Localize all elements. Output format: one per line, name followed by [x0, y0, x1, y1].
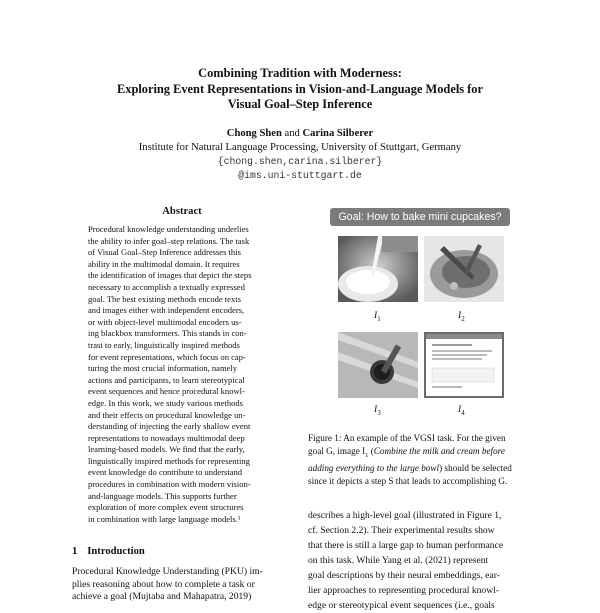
abstract-line: and their effects on procedural knowledge un-: [88, 409, 246, 420]
image-label: $I_3$: [374, 404, 381, 417]
abstract-line: in combination with large language models.¹: [88, 513, 241, 524]
abstract-line: turing the most crucial information, namely: [88, 363, 238, 374]
abstract-line: exploration of more complex event structures: [88, 502, 244, 513]
figure-image-milk-pour: [338, 236, 418, 302]
body-line: describes a high-level goal (illustrated in Figure 1,: [308, 510, 502, 521]
abstract-line: ing blackbox transformers. This stands in con-: [88, 328, 247, 339]
abstract-line: the identification of images that depict the steps: [88, 270, 252, 281]
abstract-line: the ability to infer goal–step relations. The task: [88, 235, 250, 246]
abstract-line: ability in the multimodal domain. It requires: [88, 258, 240, 269]
body-line: that there is still a large gap to human performance: [308, 540, 504, 551]
title-line: Visual Goal–Step Inference: [227, 97, 373, 111]
title-line: Exploring Event Representations in Vision-and-Language Models for: [116, 81, 484, 96]
affiliation: Institute for Natural Language Processing, University of Stuttgart, Germany: [138, 142, 462, 153]
abstract-line: trast to early, linguistically inspired methods: [88, 339, 240, 350]
body-line: on this task. While Yang et al. (2021) represent: [308, 555, 489, 566]
abstract-line: and images either with independent encoders,: [88, 305, 245, 316]
abstract-line: linguistically inspired methods for representing: [88, 455, 250, 466]
abstract-line: learning-based models. We find that the early,: [88, 444, 245, 455]
abstract-line: representations to nowadays multimodal deep: [88, 432, 245, 443]
abstract-heading: Abstract: [162, 206, 202, 217]
author-name: Chong Shen: [226, 128, 282, 139]
title-line: Combining Tradition with Moderness:: [198, 66, 402, 80]
section-number: 1: [72, 546, 78, 557]
abstract-line: of Visual Goal–Step Inference addresses this: [88, 247, 241, 258]
body-line: cf. Section 2.2). Their experimental results show: [308, 525, 495, 536]
body-line: goal descriptions by their neural embeddings, ear-: [308, 570, 500, 581]
email-line: @ims.uni-stuttgart.de: [238, 170, 362, 181]
abstract-body: [88, 224, 274, 525]
right-column-body: [308, 508, 534, 613]
abstract-line: procedures in combination with modern vision-: [88, 479, 251, 490]
abstract-line: necessary to accomplish a textually expressed: [88, 281, 245, 292]
image-label: $I_2$: [458, 310, 465, 323]
body-line: Procedural Knowledge Understanding (PKU) im-: [72, 566, 263, 577]
caption-line: Figure 1: An example of the VGSI task. For the given: [308, 433, 506, 443]
abstract-line: for event representations, which focus on cap-: [88, 351, 246, 362]
caption-line: since it depicts a step S that leads to accomplishing G.: [308, 476, 508, 487]
abstract-line: goal. The best existing methods encode texts: [88, 293, 241, 304]
body-line: lier approaches to representing procedural knowl-: [308, 585, 499, 596]
figure-image-mixer: [424, 236, 504, 302]
goal-banner: Goal: How to bake mini cupcakes?: [330, 208, 510, 226]
body-line: plies reasoning about how to complete a task or: [72, 578, 255, 590]
author-block: [60, 127, 540, 183]
figure-caption: [308, 432, 532, 488]
section-heading: [72, 546, 145, 557]
author-separator: and: [284, 128, 300, 139]
caption-line: adding everything to the large bowl) should be selected: [308, 463, 512, 474]
abstract-line: and-language models. This supports further: [88, 490, 237, 501]
body-line: edge or stereotypical event sequences (i.e., goals: [308, 600, 495, 611]
abstract-line: or with object-level multimodal encoders us-: [88, 316, 242, 327]
abstract-line: edge. In this work, we study various methods: [88, 397, 244, 408]
abstract-line: event knowledge do contribute to understand: [88, 467, 243, 478]
image-label: $I_4$: [458, 404, 465, 417]
figure-image-cupcake-tray: [338, 332, 418, 398]
image-label: $I_1$: [374, 310, 381, 323]
abstract-line: Procedural knowledge understanding underlies: [88, 224, 249, 234]
section-title: Introduction: [87, 546, 145, 557]
body-line: achieve a goal (Mujtaba and Mahapatra, 2019): [72, 591, 252, 603]
email-line: {chong.shen,carina.silberer}: [217, 156, 383, 167]
abstract-line: actions and participants, to learn stereotypical: [88, 374, 245, 385]
paper-title: [60, 66, 540, 113]
caption-line: goal G, image $I_1$ (Combine the milk and cream before: [308, 445, 505, 459]
abstract-line: derstanding of injecting the early shallow event: [88, 421, 251, 432]
author-name: Carina Silberer: [302, 128, 374, 139]
intro-body: [72, 566, 286, 604]
author-names: [60, 127, 540, 141]
figure-image-webpage: [424, 332, 504, 398]
abstract-line: event sequences and hence procedural knowl-: [88, 386, 245, 397]
